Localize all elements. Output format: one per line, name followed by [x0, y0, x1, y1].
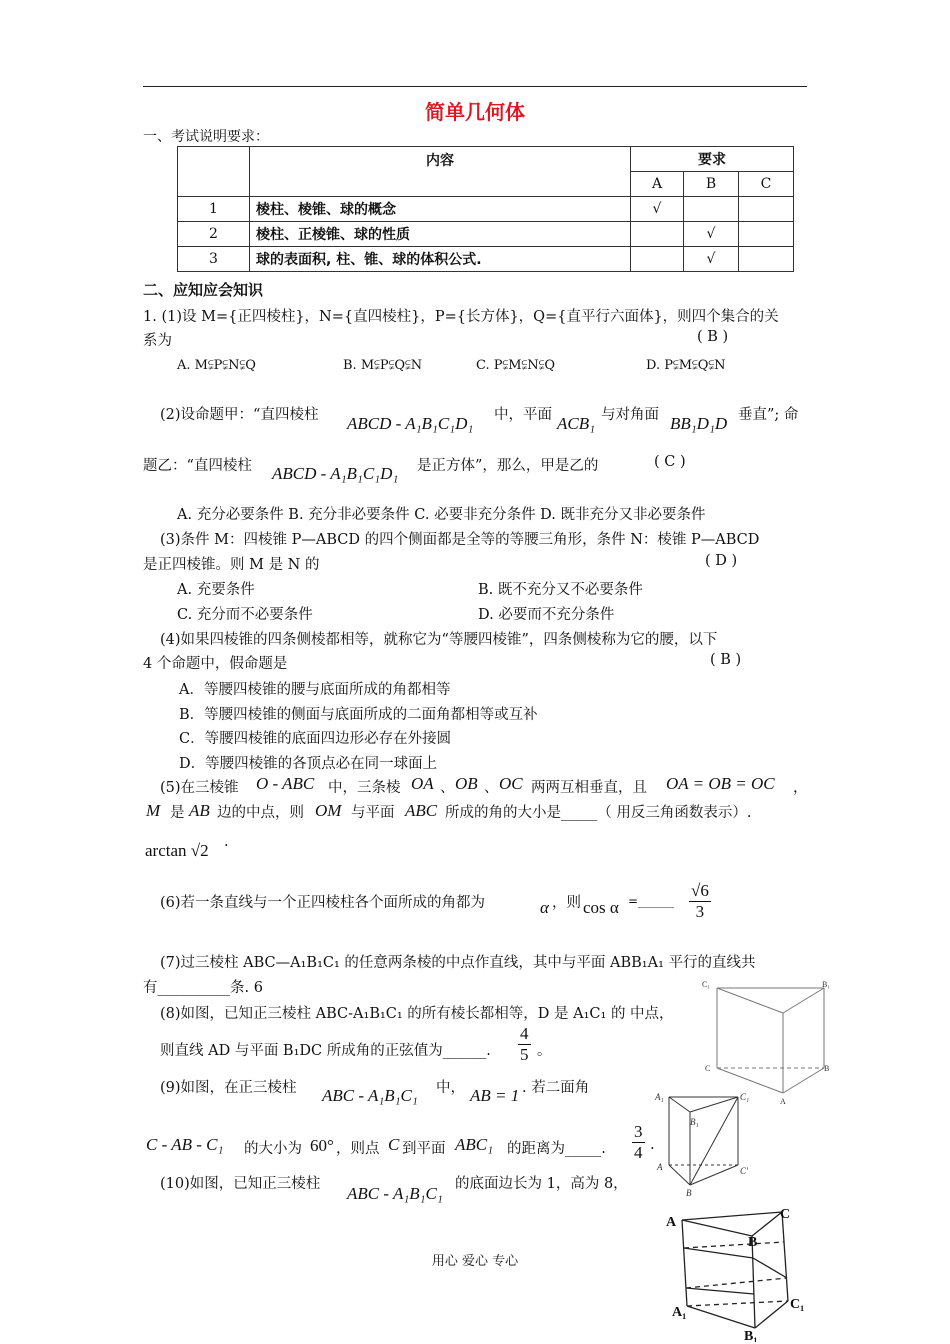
q5-line2b: 边的中点，则 [217, 805, 304, 821]
q4-option: B．等腰四棱锥的侧面与底面所成的二面角都相等或互补 [179, 707, 538, 723]
row-a [631, 222, 684, 247]
q4-line1: (4)如果四棱锥的四条侧棱都相等，就称它为“等腰四棱锥”，四条侧棱称为它的腰，以下 [160, 632, 718, 648]
q8-line1: (8)如图，已知正三棱柱 ABC-A₁B₁C₁ 的所有棱长都相等，D 是 A₁C₁ 的 中点， [160, 1006, 674, 1022]
label-b: B [824, 1064, 830, 1073]
fraction-numerator: 3 [634, 1122, 643, 1141]
q9-math4: 60° [310, 1136, 334, 1155]
fraction-denominator: 5 [520, 1045, 529, 1064]
q9-line1a: (9)如图，在正三棱柱 [160, 1080, 297, 1096]
row-b: √ [684, 247, 739, 272]
q4-answer: ( B ) [710, 652, 742, 668]
q2-math1: ABCD - A₁B₁C₁D₁ [347, 414, 474, 433]
q5-line2a: 是 [170, 805, 185, 821]
q5-answer-dot: . [224, 834, 229, 850]
q7-line1: (7)过三棱柱 ABC—A₁B₁C₁ 的任意两条棱的中点作直线，其中与平面 ABB₁A₁ 平行的直线共 [160, 955, 756, 971]
page-title: 简单几何体 [425, 100, 525, 124]
row-c [739, 247, 794, 272]
row-c [739, 197, 794, 222]
q9-line1c: . 若二面角 [522, 1080, 590, 1096]
q2-line1a: (2)设命题甲：“直四棱柱 [160, 407, 319, 423]
label-c: C [780, 1207, 791, 1222]
q2-answer: ( C ) [654, 454, 686, 470]
fraction-denominator: 3 [695, 902, 705, 921]
label-c: C' [740, 1166, 748, 1176]
q2-line2b: 是正方体”，那么，甲是乙的 [417, 458, 599, 474]
q6-fraction [689, 881, 711, 922]
label-b: B [686, 1188, 692, 1198]
q6-text: (6)若一条直线与一个正四棱柱各个面所成的角都为 [160, 895, 486, 911]
q5-math4: OC [499, 774, 523, 793]
q2-line1b: 中，平面 [494, 407, 552, 423]
q4-line2: 4 个命题中，假命题是 [143, 656, 288, 672]
requirements-table [177, 146, 794, 272]
label-b: B [748, 1235, 758, 1250]
fraction-numerator: √6 [691, 881, 709, 900]
row-number: 3 [178, 247, 250, 272]
q2-math4: ABCD - A₁B₁C₁D₁ [272, 464, 399, 483]
table-row [178, 222, 794, 247]
q1-option: B. M⫋P⫋Q⫋N [343, 358, 423, 373]
q8-line2: 则直线 AD 与平面 B₁DC 所成角的正弦值为______. [160, 1043, 491, 1059]
label-c1: C₁ [702, 980, 711, 989]
q5-line2c: 与平面 [351, 805, 395, 821]
q2-line1c: 与对角面 [601, 407, 659, 423]
label-a: A [666, 1215, 677, 1230]
q10-line1b: 的底面边长为 1，高为 8， [455, 1176, 628, 1192]
q9-line1b: 中， [436, 1080, 465, 1096]
header-content: 内容 [250, 147, 631, 197]
q8-tail: 。 [537, 1043, 552, 1059]
label-c1: C₁ [790, 1297, 805, 1312]
header-requirement: 要求 [631, 147, 794, 172]
q9-math3: C - AB - C₁ [146, 1135, 224, 1154]
row-content: 棱柱、棱锥、球的概念 [250, 197, 631, 222]
label-b1: B₁ [690, 1117, 699, 1127]
row-a [631, 247, 684, 272]
header-b: B [684, 172, 739, 197]
q1-line2: 系为 [143, 333, 172, 349]
label-c1: C₁ [740, 1092, 750, 1102]
label-b1: B₁ [744, 1329, 758, 1342]
q1-option: D. P⫋M⫋Q⫋N [646, 358, 726, 373]
q3-option: C. 充分而不必要条件 [177, 607, 313, 623]
q5-math3: OB [455, 774, 478, 793]
q9-math2: AB = 1 [470, 1086, 520, 1105]
q3-answer: ( D ) [705, 553, 738, 569]
label-a: A [780, 1097, 786, 1106]
q1-option: A. M⫋P⫋N⫋Q [177, 358, 256, 373]
prism-figure-q9 [652, 1085, 762, 1200]
q2-line2a: 题乙：“直四棱柱 [143, 458, 252, 474]
q9-fraction [632, 1122, 645, 1163]
q3-option: D. 必要而不充分条件 [478, 607, 615, 623]
label-b1: B₁ [822, 980, 831, 989]
q5-math1: O - ABC [256, 774, 315, 793]
fraction-numerator: 4 [520, 1024, 529, 1043]
q6-math1: α [540, 898, 549, 917]
q9-math6: ABC₁ [455, 1135, 494, 1154]
q5-line1b: 中，三条棱 [328, 780, 401, 796]
q9-line2b: ，则点 [336, 1141, 380, 1157]
q9-dot: . [650, 1137, 655, 1153]
label-a: A [657, 1162, 663, 1172]
q4-option: C．等腰四棱锥的底面四边形必存在外接圆 [179, 731, 452, 747]
q7-line2: 有__________条. 6 [143, 980, 263, 996]
q5-line1c: 两两互相垂直，且 [531, 780, 647, 796]
label-c: C [705, 1064, 711, 1073]
q1-answer: ( B ) [697, 329, 729, 345]
q5-line2d: 所成的角的大小是_____（ 用反三角函数表示）. [445, 805, 752, 821]
header-rule [143, 86, 807, 87]
q3-line2: 是正四棱锥。则 M 是 N 的 [143, 557, 320, 573]
prism-figure-q10 [662, 1198, 832, 1342]
q6-blank: =______ [628, 894, 675, 908]
table-row [178, 247, 794, 272]
q5-sep: 、 [484, 780, 499, 796]
q3-option: A. 充要条件 [177, 582, 255, 598]
q4-option: D．等腰四棱锥的各顶点必在同一球面上 [179, 756, 438, 772]
row-b [684, 197, 739, 222]
table-row [178, 197, 794, 222]
q5-sep: 、 [440, 780, 455, 796]
q1-line1: 1. (1)设 M={正四棱柱}，N={直四棱柱}，P={长方体}，Q={直平行六面体}，则四个集合的关 [143, 309, 779, 325]
q10-math1: ABC - A₁B₁C₁ [347, 1184, 443, 1203]
label-a1: A₁ [655, 1092, 664, 1102]
q4-option: A．等腰四棱锥的腰与底面所成的角都相等 [179, 682, 451, 698]
q5-math5: OA = OB = OC [666, 774, 775, 793]
label-a1: A₁ [672, 1305, 687, 1320]
q8-fraction [518, 1024, 531, 1065]
q5-line1a: (5)在三棱锥 [160, 780, 239, 796]
table-corner [178, 147, 250, 197]
q2-math2: ACB₁ [557, 414, 596, 433]
page-footer: 用心 爱心 专心 [431, 1254, 519, 1269]
q5-answer: arctan √2 [145, 841, 209, 860]
q9-math5: C [388, 1135, 400, 1154]
q5-math6: M [146, 801, 161, 820]
q5-math7: AB [189, 801, 210, 820]
q5-comma: ， [793, 780, 808, 796]
q10-line1a: (10)如图，已知正三棱柱 [160, 1176, 321, 1192]
q2-options: A. 充分必要条件 B. 充分非必要条件 C. 必要非充分条件 D. 既非充分又非必要条件 [177, 507, 706, 523]
q6-math2: cos α [583, 898, 619, 917]
q9-line2a: 的大小为 [244, 1141, 302, 1157]
q1-option: C. P⫋M⫋N⫋Q [476, 358, 555, 373]
q3-option: B. 既不充分又不必要条件 [478, 582, 643, 598]
q9-line2c: 到平面 [402, 1141, 446, 1157]
row-number: 2 [178, 222, 250, 247]
q2-line1d: 垂直”; 命 [738, 407, 799, 423]
q5-math2: OA [411, 774, 434, 793]
row-content: 球的表面积, 柱、锥、球的体积公式. [250, 247, 631, 272]
q3-line1: (3)条件 M：四棱锥 P—ABCD 的四个侧面都是全等的等腰三角形，条件 N：棱锥 P—ABCD [160, 532, 760, 548]
row-content: 棱柱、正棱锥、球的性质 [250, 222, 631, 247]
row-c [739, 222, 794, 247]
q6-text2: ，则 [552, 895, 581, 911]
q5-math9: ABC [405, 801, 438, 820]
section-knowledge: 二、应知应会知识 [143, 281, 264, 299]
q9-math1: ABC - A₁B₁C₁ [322, 1086, 418, 1105]
header-a: A [631, 172, 684, 197]
section-exam-requirements: 一、考试说明要求： [143, 129, 269, 145]
q2-math3: BB₁D₁D [670, 414, 728, 433]
header-c: C [739, 172, 794, 197]
q5-math8: OM [315, 801, 342, 820]
fraction-denominator: 4 [634, 1143, 643, 1162]
row-number: 1 [178, 197, 250, 222]
q9-line2d: 的距离为_____. [507, 1141, 606, 1157]
row-a: √ [631, 197, 684, 222]
row-b: √ [684, 222, 739, 247]
